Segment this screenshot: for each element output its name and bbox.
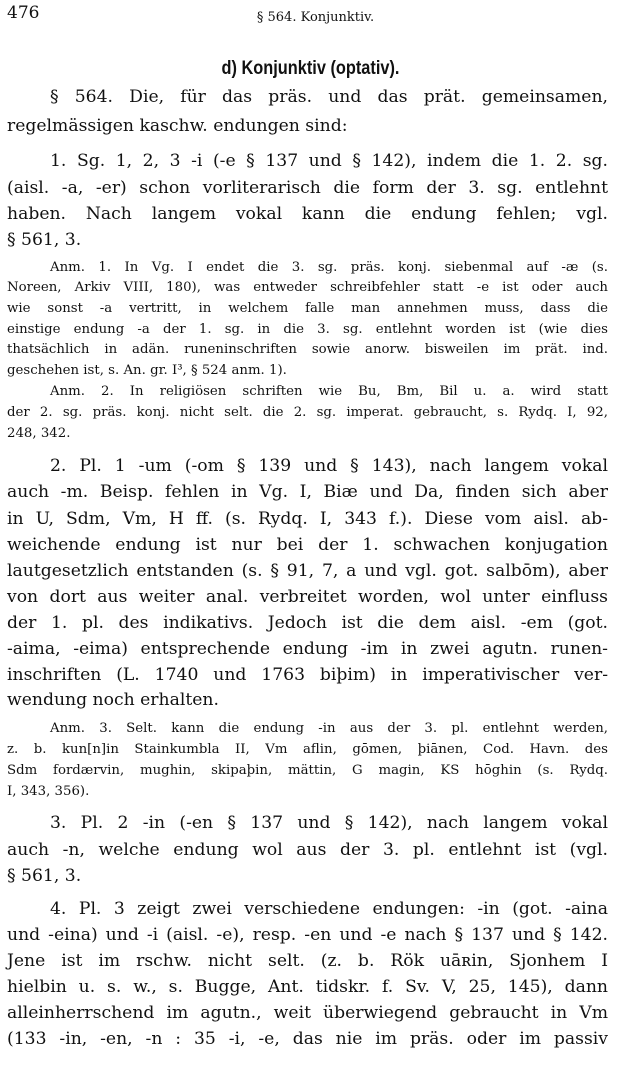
page-number: 476 xyxy=(7,3,40,23)
text-line: und -eina) und -i (aisl. -e), resp. -en und -e nach § 137 und § 142. xyxy=(7,925,608,945)
note-line: Anm. 1. In Vg. I endet die 3. sg. präs. konj. siebenmal auf -æ (s. xyxy=(50,260,608,275)
note-line: geschehen ist, s. An. gr. I³, § 524 anm. 1). xyxy=(7,363,287,378)
text-line: -aima, -eima) entsprechende endung -im in zwei agutn. runen- xyxy=(7,639,608,659)
text-line: § 561, 3. xyxy=(7,230,82,250)
text-line: inschriften (L. 1740 und 1763 biþim) in imperativischer ver- xyxy=(7,665,608,685)
note-line: Sdm fordærvin, mughin, skipaþin, mättin, G magin, KS hōghin (s. Rydq. xyxy=(7,763,608,778)
text-line: von dort aus weiter anal. verbreitet worden, wol unter einfluss xyxy=(7,587,608,607)
text-line: (aisl. -a, -er) schon vorliterarisch die form der 3. sg. entlehnt xyxy=(7,178,608,198)
text-line: 2. Pl. 1 -um (-om § 139 und § 143), nach langem vokal xyxy=(50,456,608,476)
note-line: einstige endung -a der 1. sg. in die 3. sg. entlehnt worden ist (wie dies xyxy=(7,322,608,337)
section-heading: d) Konjunktiv (optativ). xyxy=(221,58,400,79)
text-line: § 561, 3. xyxy=(7,866,82,886)
note-line: z. b. kun[n]in Stainkumbla II, Vm aflin, gōmen, þiānen, Cod. Havn. des xyxy=(7,742,608,757)
text-line: haben. Nach langem vokal kann die endung fehlen; vgl. xyxy=(7,204,608,224)
text-line: § 564. Die, für das präs. und das prät. gemeinsamen, xyxy=(50,87,608,107)
text-line: regelmässigen kaschw. endungen sind: xyxy=(7,116,348,136)
text-line: alleinherrschend im agutn., weit überwiegend gebraucht in Vm xyxy=(7,1003,608,1023)
note-line: I, 343, 356). xyxy=(7,784,90,799)
text-line: Jene ist im rschw. nicht selt. (z. b. Rök uāʀin, Sjonhem I xyxy=(7,951,608,971)
note-line: Anm. 3. Selt. kann die endung -in aus der 3. pl. entlehnt werden, xyxy=(50,721,608,736)
text-line: auch -n, welche endung wol aus der 3. pl. entlehnt ist (vgl. xyxy=(7,840,608,860)
text-line: in U, Sdm, Vm, H ff. (s. Rydq. I, 343 f.). Diese vom aisl. ab- xyxy=(7,509,608,529)
running-head: § 564. Konjunktiv. xyxy=(256,10,375,25)
note-line: Noreen, Arkiv VIII, 180), was entweder schreibfehler statt -e ist oder auch xyxy=(7,280,608,295)
text-line: hielbin u. s. w., s. Bugge, Ant. tidskr. f. Sv. V, 25, 145), dann xyxy=(7,977,608,997)
text-line: 1. Sg. 1, 2, 3 -i (-e § 137 und § 142), indem die 1. 2. sg. xyxy=(50,151,608,171)
text-line: lautgesetzlich entstanden (s. § 91, 7, a und vgl. got. salbōm), aber xyxy=(7,561,608,581)
text-line: 4. Pl. 3 zeigt zwei verschiedene endungen: -in (got. -aina xyxy=(50,899,608,919)
text-line: weichende endung ist nur bei der 1. schwachen konjugation xyxy=(7,535,608,555)
text-line: auch -m. Beisp. fehlen in Vg. I, Biæ und Da, finden sich aber xyxy=(7,482,608,502)
note-line: thatsächlich in adän. runeninschriften sowie anorw. bisweilen im prät. ind. xyxy=(7,342,608,357)
text-line: der 1. pl. des indikativs. Jedoch ist die dem aisl. -em (got. xyxy=(7,613,608,633)
note-line: 248, 342. xyxy=(7,426,71,441)
note-line: der 2. sg. präs. konj. nicht selt. die 2. sg. imperat. gebraucht, s. Rydq. I, 92, xyxy=(7,405,608,420)
note-line: wie sonst -a vertritt, in welchem falle man annehmen muss, dass die xyxy=(7,301,608,316)
note-line: Anm. 2. In religiösen schriften wie Bu, Bm, Bil u. a. wird statt xyxy=(50,384,608,399)
text-line: wendung noch erhalten. xyxy=(7,690,219,710)
text-line: (133 -in, -en, -n : 35 -i, -e, das nie im präs. oder im passiv xyxy=(7,1029,608,1049)
text-line: 3. Pl. 2 -in (-en § 137 und § 142), nach langem vokal xyxy=(50,813,608,833)
